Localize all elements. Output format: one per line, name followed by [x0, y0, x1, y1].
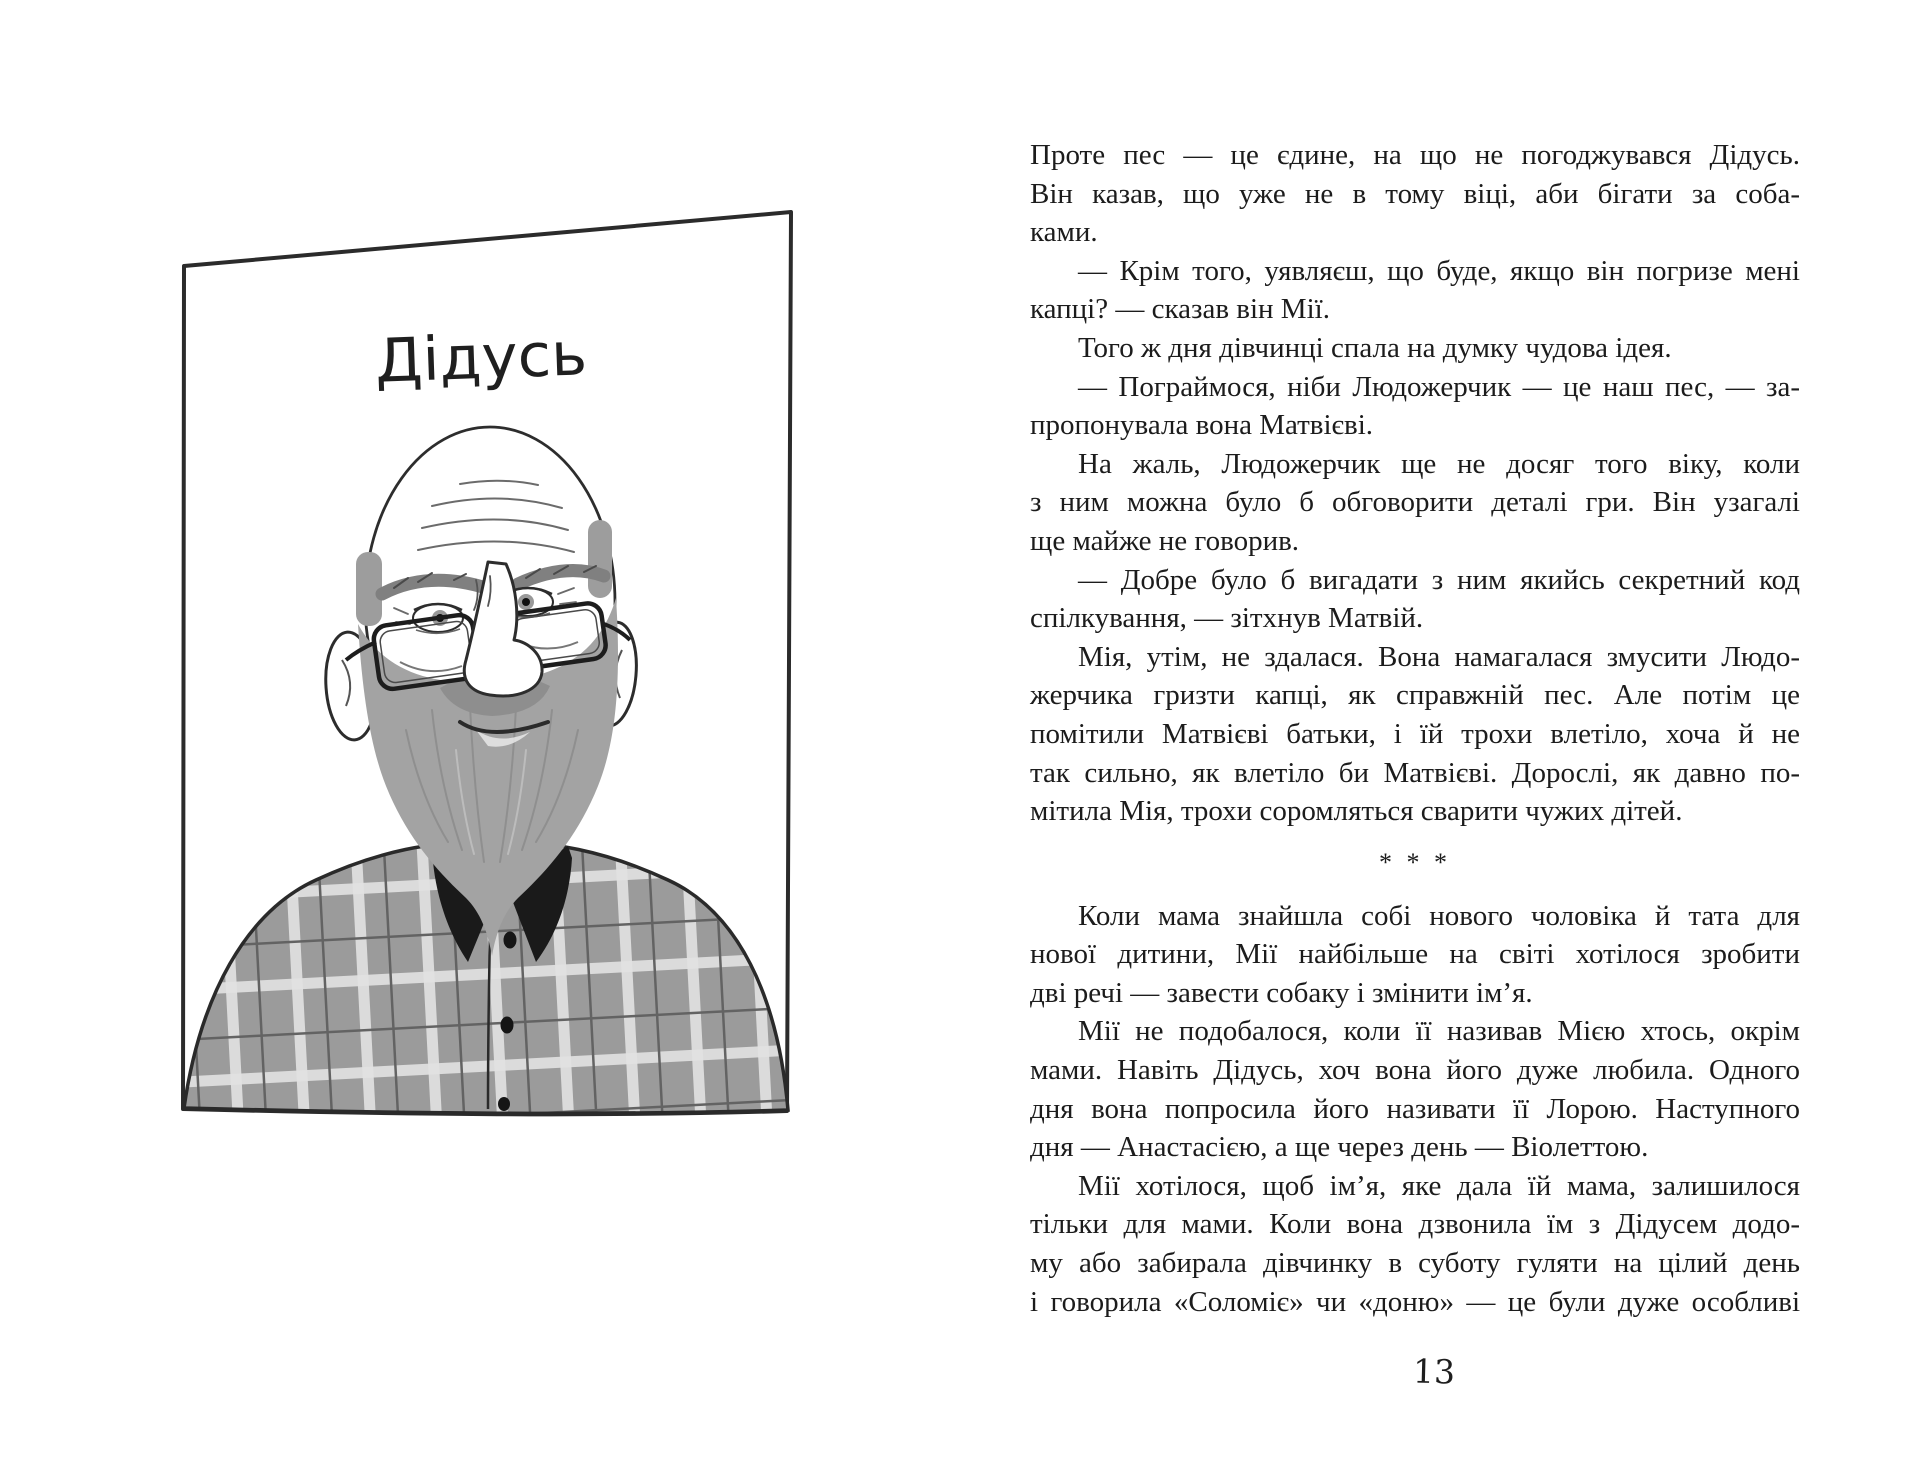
text-line: — Крім того, уявляєш, що буде, якщо він погризе мені — [1078, 254, 1800, 287]
text-line: жерчика гризти капці, як справжній пес. Але потім це — [1030, 679, 1800, 712]
text-line: дня — Анастасією, а ще через день — Віолеттою. — [1030, 1131, 1649, 1164]
text-line: помітили Матвієві батьки, і їй трохи влетіло, хоча й не — [1030, 717, 1800, 750]
text-line: дня вона попросила його називати її Лорою. Наступного — [1030, 1092, 1800, 1125]
illustration-caption: Дідусь — [373, 319, 585, 397]
paragraph — [1030, 252, 1800, 329]
text-line: — Пограймося, ніби Людожерчик — це наш пес, — за- — [1078, 370, 1800, 403]
paragraph — [1030, 368, 1800, 445]
text-line: Мії хотілося, щоб ім’я, яке дала їй мама, залишилося — [1078, 1169, 1800, 1202]
text-line: мами. Навіть Дідусь, хоч вона його дуже любила. Одного — [1030, 1054, 1800, 1087]
text-line: і говорила «Соломіє» чи «доню» — це були дуже особливі — [1030, 1285, 1800, 1318]
text-line: нової дитини, Мії найбільше на світі хотілося зробити — [1030, 938, 1800, 971]
page-number: 13 — [1412, 1351, 1456, 1392]
text-line: — Добре було б вигадати з ним якийсь секретний код — [1078, 563, 1800, 596]
text-line: мітила Мія, трохи соромляться сварити чужих дітей. — [1030, 795, 1683, 828]
text-column — [1030, 136, 1800, 1321]
grandfather-illustration — [170, 190, 815, 1135]
text-line: Він казав, що уже не в тому віці, аби бігати за соба- — [1030, 177, 1800, 210]
paragraph — [1030, 561, 1800, 638]
section-separator: * * * — [1379, 848, 1451, 878]
text-line: ще майже не говорив. — [1030, 524, 1300, 557]
paragraph — [1030, 136, 1800, 252]
paragraph — [1030, 329, 1800, 368]
paragraph — [1030, 897, 1800, 1013]
left-page — [0, 0, 920, 1477]
text-line: Мії не подобалося, коли її називав Мією хтось, окрім — [1078, 1015, 1800, 1048]
text-line: так сильно, як влетіло би Матвієві. Дорослі, як давно по- — [1030, 756, 1800, 789]
paragraph — [1030, 1167, 1800, 1321]
text-line: му або забирала дівчинку в суботу гуляти на цілий день — [1030, 1247, 1800, 1280]
text-line: пропонувала вона Матвієві. — [1030, 409, 1374, 442]
text-line: Того ж дня дівчинці спала на думку чудова ідея. — [1078, 331, 1672, 364]
right-page — [920, 0, 1920, 1477]
text-line: Коли мама знайшла собі нового чоловіка й тата для — [1078, 899, 1800, 932]
paragraph — [1030, 445, 1800, 561]
text-line: На жаль, Людожерчик ще не досяг того віку, коли — [1078, 447, 1800, 480]
text-line: Проте пес — це єдине, на що не погоджувався Дідусь. — [1030, 139, 1800, 171]
paragraph — [1030, 1012, 1800, 1166]
text-line: капці? — сказав він Мії. — [1030, 293, 1330, 326]
text-line: дві речі — завести собаку і змінити ім’я. — [1030, 976, 1533, 1009]
paragraph — [1030, 638, 1800, 831]
text-line: тільки для мами. Коли вона дзвонила їм з Дідусем додо- — [1030, 1208, 1800, 1241]
text-line: з ним можна було б обговорити деталі гри. Він узагалі — [1030, 486, 1800, 519]
text-line: ками. — [1030, 216, 1098, 249]
text-line: Мія, утім, не здалася. Вона намагалася змусити Людо- — [1078, 640, 1800, 673]
text-line: спілкування, — зітхнув Матвій. — [1030, 602, 1424, 635]
